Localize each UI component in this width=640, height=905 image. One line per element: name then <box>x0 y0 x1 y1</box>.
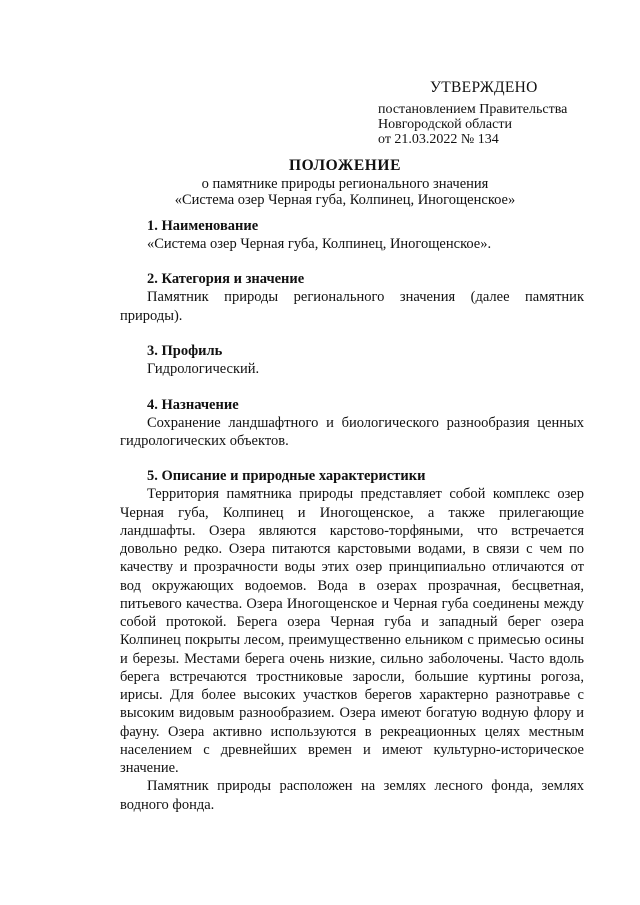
section-purpose <box>120 397 584 451</box>
section-description <box>120 468 584 814</box>
document-heading <box>100 156 590 208</box>
document-body <box>120 218 584 814</box>
section-paragraph: Сохранение ландшафтного и биологического разнообразия ценных гидрологических объектов. <box>120 414 584 450</box>
section-profile <box>120 343 584 378</box>
section-name <box>120 218 584 253</box>
section-heading: 1. Наименование <box>147 218 259 234</box>
section-heading: 3. Профиль <box>147 343 223 360</box>
section-paragraph: Памятник природы расположен на землях лесного фонда, землях водного фонда. <box>120 778 584 813</box>
section-heading: 5. Описание и природные характеристики <box>147 468 426 485</box>
document-subtitle-2: «Система озер Черная губа, Колпинец, Иногощенское» <box>174 192 516 208</box>
section-paragraph: Памятник природы регионального значения (далее памятник природы). <box>120 289 584 324</box>
section-paragraph: Гидрологический. <box>147 361 260 378</box>
approval-title: УТВЕРЖДЕНО <box>430 79 538 96</box>
approval-stamp <box>378 80 618 147</box>
approval-line-decree: постановлением Правительства <box>378 102 568 117</box>
section-category <box>120 271 584 325</box>
document-title: ПОЛОЖЕНИЕ <box>288 157 402 174</box>
section-heading: 4. Назначение <box>147 396 239 413</box>
section-heading: 2. Категория и значение <box>147 271 305 288</box>
section-paragraph: «Система озер Черная губа, Колпинец, Иногощенское». <box>147 236 492 252</box>
document-subtitle-1: о памятнике природы регионального значения <box>201 176 489 192</box>
approval-line-region: Новгородской области <box>378 117 512 132</box>
approval-line-date: от 21.03.2022 № 134 <box>378 132 499 147</box>
section-paragraph: Территория памятника природы представляет собой комплекс озер Черная губа, Колпинец и Иногощенское, а также прилегающие ландшафты. Озера являются карстово-торфяными, что встречается довольно редко. Озера питаются карстовыми водами, в связи с чем по качеству и прозрачности воды этих озер принципиально отличаются от вод окружающих водоемов. Вода в озерах прозрачная, бесцветная, питьевого качества. Озера Иногощенское и Черная губа соединены между собой протокой. Берега озера Черная губа и западный берег озера Колпинец покрыты лесом, преимущественно ельником с примесью осины и березы. Местами берега очень низкие, сильно заболочены. Часто вдоль берега встречаются тростниковые заросли, большие куртины рогоза, ирисы. Для более высоких участков берегов характерно разнотравье с высоким видовым разнообразием. Озера имеют богатую водную флору и фауну. Озера активно используются в рекреационных целях местным населением с древнейших времен и имеют культурно-историческое значение. <box>120 486 584 777</box>
